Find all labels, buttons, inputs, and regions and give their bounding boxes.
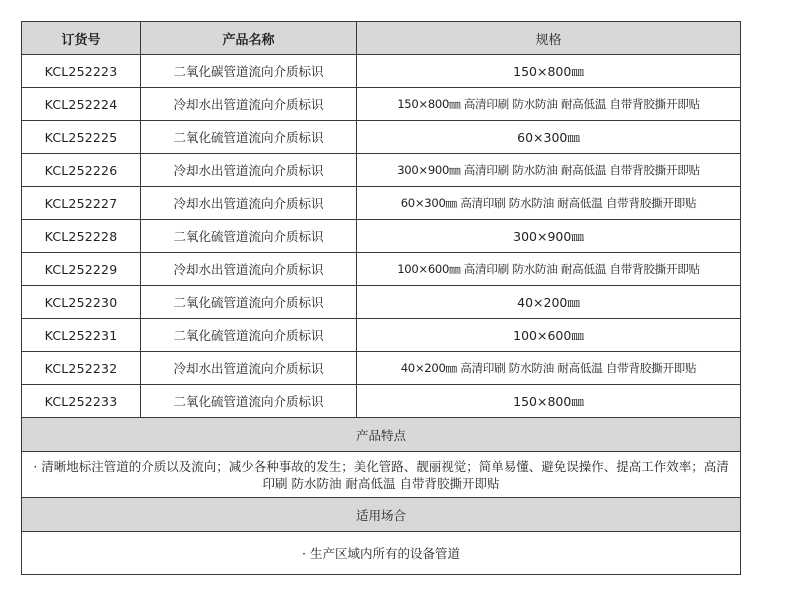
product-name-cell: 二氧化硫管道流向介质标识 (141, 385, 357, 418)
usage-title: 适用场合 (22, 498, 741, 532)
table-body (22, 55, 741, 575)
product-name-cell: 二氧化碳管道流向介质标识 (141, 55, 357, 88)
table-row (22, 319, 741, 352)
table-row (22, 352, 741, 385)
order-number-cell: KCL252223 (22, 55, 141, 88)
product-name-cell: 二氧化硫管道流向介质标识 (141, 286, 357, 319)
specification-cell: 150×800㎜ (357, 55, 741, 88)
order-number-cell: KCL252227 (22, 187, 141, 220)
table-row (22, 286, 741, 319)
order-number-cell: KCL252224 (22, 88, 141, 121)
specification-cell: 40×200㎜ 高清印刷 防水防油 耐高低温 自带背胶撕开即贴 (357, 352, 741, 385)
table-row (22, 55, 741, 88)
header-specification: 规格 (357, 22, 741, 55)
features-section-body (22, 452, 741, 498)
header-order-number: 订货号 (22, 22, 141, 55)
specification-cell: 100×600㎜ (357, 319, 741, 352)
table-header-row (22, 22, 741, 55)
order-number-cell: KCL252229 (22, 253, 141, 286)
order-number-cell: KCL252225 (22, 121, 141, 154)
product-name-cell: 冷却水出管道流向介质标识 (141, 352, 357, 385)
table-row (22, 385, 741, 418)
order-number-cell: KCL252226 (22, 154, 141, 187)
features-title: 产品特点 (22, 418, 741, 452)
product-spec-table (21, 21, 741, 575)
features-text: · 清晰地标注管道的介质以及流向；减少各种事故的发生；美化管路、靓丽视觉；简单易懂、避免误操作、提高工作效率；高清印刷 防水防油 耐高低温 自带背胶撕开即贴 (22, 452, 741, 498)
specification-cell: 150×800㎜ (357, 385, 741, 418)
specification-cell: 100×600㎜ 高清印刷 防水防油 耐高低温 自带背胶撕开即贴 (357, 253, 741, 286)
order-number-cell: KCL252228 (22, 220, 141, 253)
specification-cell: 40×200㎜ (357, 286, 741, 319)
product-name-cell: 冷却水出管道流向介质标识 (141, 88, 357, 121)
specification-cell: 60×300㎜ (357, 121, 741, 154)
product-spec-sheet (21, 21, 740, 575)
usage-text: · 生产区域内所有的设备管道 (22, 532, 741, 575)
product-name-cell: 二氧化硫管道流向介质标识 (141, 220, 357, 253)
specification-cell: 300×900㎜ (357, 220, 741, 253)
specification-cell: 60×300㎜ 高清印刷 防水防油 耐高低温 自带背胶撕开即贴 (357, 187, 741, 220)
order-number-cell: KCL252231 (22, 319, 141, 352)
table-row (22, 253, 741, 286)
usage-section-header (22, 498, 741, 532)
product-name-cell: 冷却水出管道流向介质标识 (141, 187, 357, 220)
table-row (22, 154, 741, 187)
order-number-cell: KCL252230 (22, 286, 141, 319)
product-name-cell: 二氧化硫管道流向介质标识 (141, 319, 357, 352)
specification-cell: 300×900㎜ 高清印刷 防水防油 耐高低温 自带背胶撕开即贴 (357, 154, 741, 187)
product-name-cell: 冷却水出管道流向介质标识 (141, 253, 357, 286)
order-number-cell: KCL252232 (22, 352, 141, 385)
usage-section-body (22, 532, 741, 575)
product-name-cell: 二氧化硫管道流向介质标识 (141, 121, 357, 154)
features-section-header (22, 418, 741, 452)
table-row (22, 187, 741, 220)
specification-cell: 150×800㎜ 高清印刷 防水防油 耐高低温 自带背胶撕开即贴 (357, 88, 741, 121)
table-row (22, 88, 741, 121)
product-name-cell: 冷却水出管道流向介质标识 (141, 154, 357, 187)
table-row (22, 220, 741, 253)
table-row (22, 121, 741, 154)
header-product-name: 产品名称 (141, 22, 357, 55)
order-number-cell: KCL252233 (22, 385, 141, 418)
